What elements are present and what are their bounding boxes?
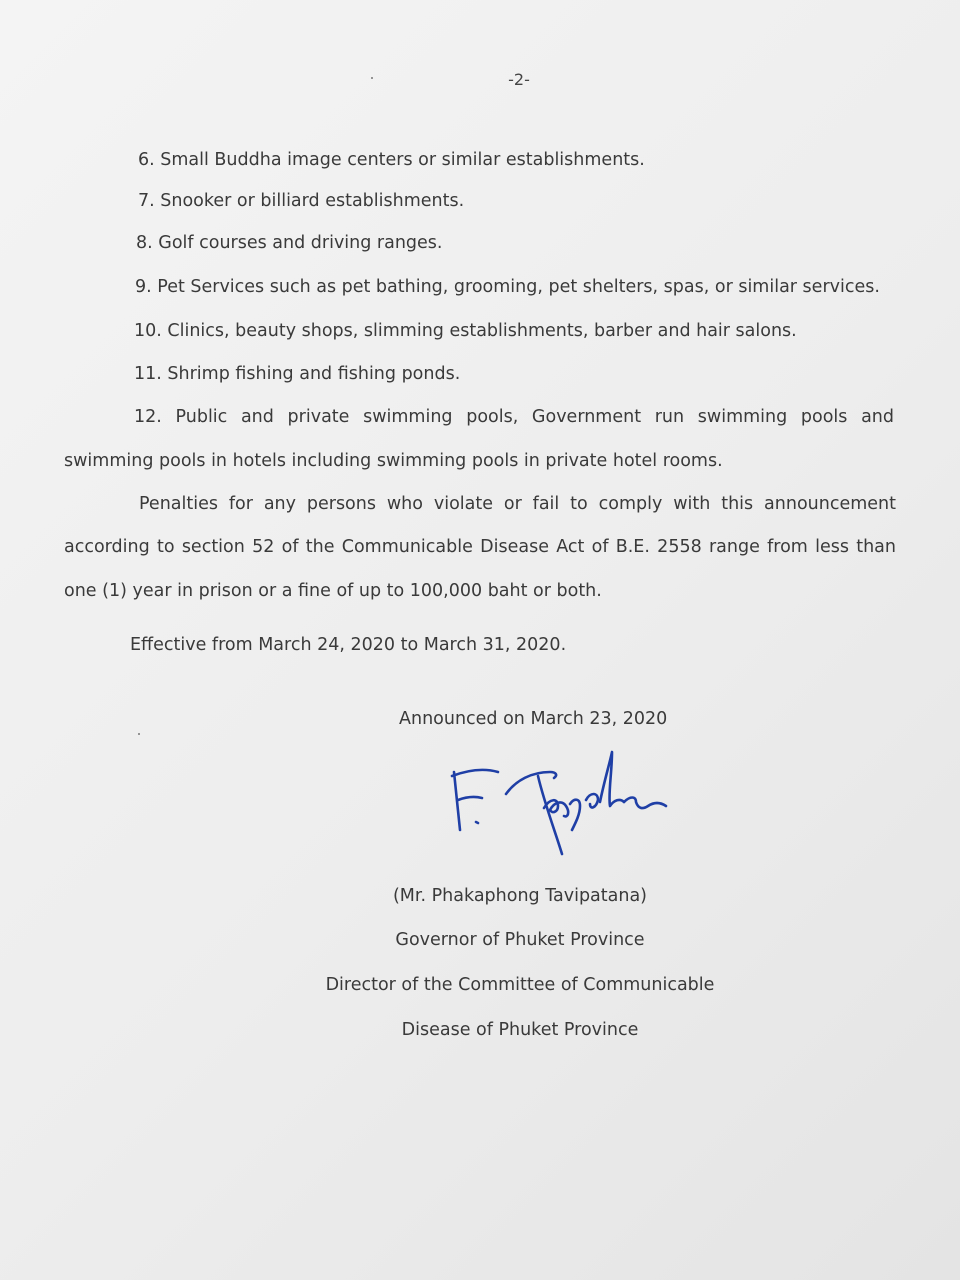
list-item-10: 10. Clinics, beauty shops, slimming establishments, barber and hair salons. xyxy=(134,321,797,341)
paper-speck xyxy=(138,733,140,735)
handwritten-signature xyxy=(440,742,680,862)
page-number: -2- xyxy=(508,70,530,89)
announced-date: Announced on March 23, 2020 xyxy=(399,709,668,729)
penalties-line-3: one (1) year in prison or a fine of up to 100,000 baht or both. xyxy=(64,581,602,601)
list-item-12-line-1: 12. Public and private swimming pools, Government run swimming pools and xyxy=(134,407,894,427)
signer-title-director: Director of the Committee of Communicable xyxy=(325,975,715,995)
list-item-12-line-2: swimming pools in hotels including swimming pools in private hotel rooms. xyxy=(64,451,723,471)
list-item-6: 6. Small Buddha image centers or similar establishments. xyxy=(138,150,645,170)
effective-date: Effective from March 24, 2020 to March 31, 2020. xyxy=(130,635,567,655)
list-item-9: 9. Pet Services such as pet bathing, grooming, pet shelters, spas, or similar services. xyxy=(135,277,880,297)
signer-name: (Mr. Phakaphong Tavipatana) xyxy=(392,886,648,906)
signer-title-governor: Governor of Phuket Province xyxy=(395,930,645,950)
list-item-8: 8. Golf courses and driving ranges. xyxy=(136,233,443,253)
list-item-11: 11. Shrimp fishing and fishing ponds. xyxy=(134,364,461,384)
penalties-line-2: according to section 52 of the Communicable Disease Act of B.E. 2558 range from less than xyxy=(64,537,896,557)
signer-title-director-cont: Disease of Phuket Province xyxy=(401,1020,639,1040)
list-item-7: 7. Snooker or billiard establishments. xyxy=(138,191,465,211)
penalties-line-1: Penalties for any persons who violate or fail to comply with this announcement xyxy=(139,494,896,514)
